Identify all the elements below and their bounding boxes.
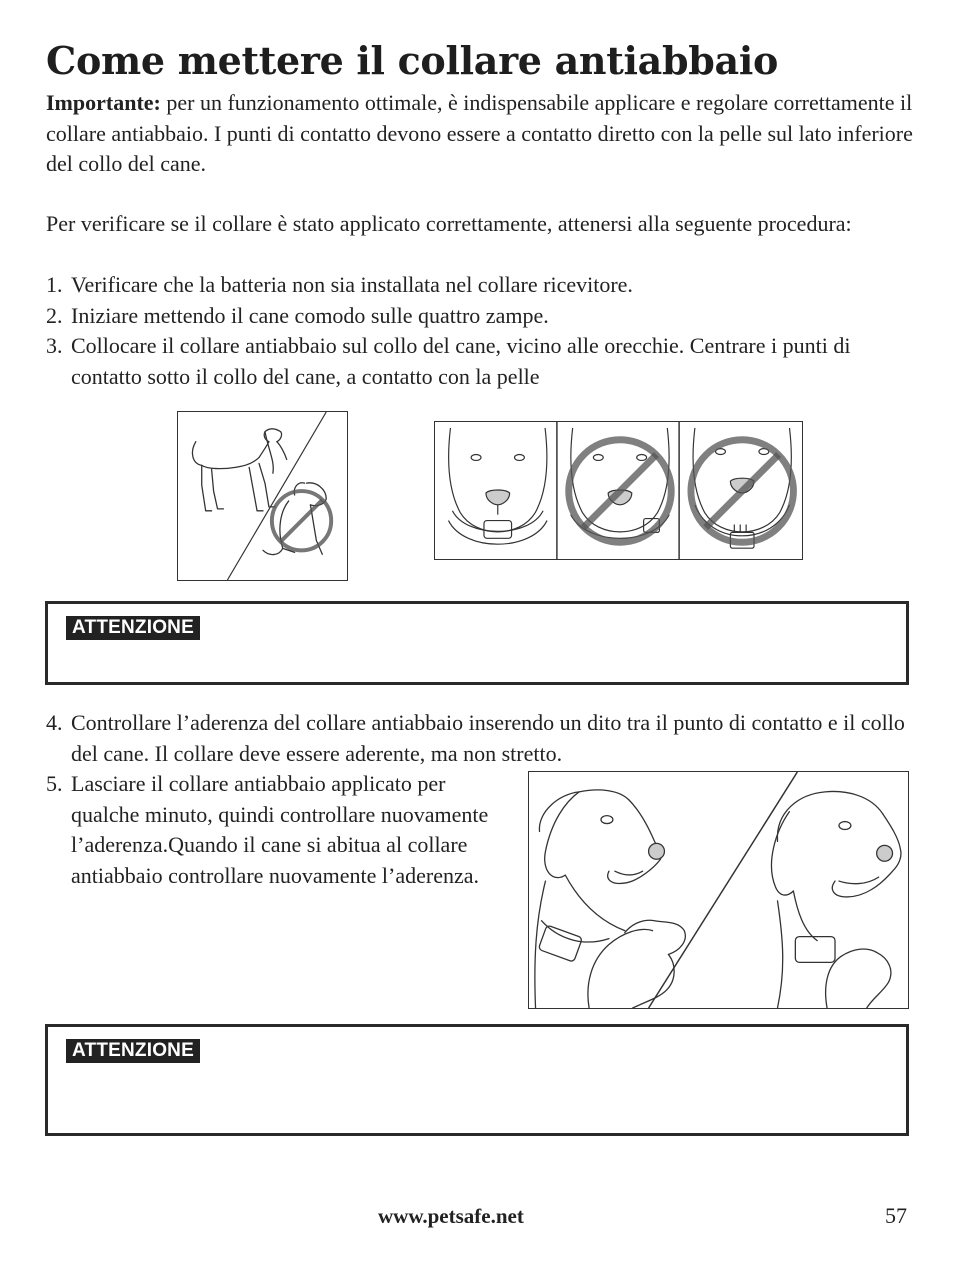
fit-check-illustration bbox=[528, 771, 909, 1009]
step-number: 3. bbox=[46, 333, 63, 358]
warning-box-2 bbox=[45, 1024, 909, 1136]
fit-check-drawing bbox=[529, 772, 908, 1008]
list-item bbox=[46, 708, 914, 769]
standing-dog-illustration bbox=[177, 411, 348, 581]
intro-paragraph bbox=[46, 88, 914, 180]
step-text: Verificare che la batteria non sia installata nel collare ricevitore. bbox=[71, 272, 633, 297]
list-item bbox=[46, 769, 501, 891]
step-number: 5. bbox=[46, 771, 63, 796]
warning-box-1 bbox=[45, 601, 909, 685]
procedure-intro: Per verificare se il collare è stato applicato correttamente, attenersi alla seguente procedura: bbox=[46, 211, 852, 236]
step-number: 2. bbox=[46, 302, 63, 328]
step-text: Collocare il collare antiabbaio sul collo del cane, vicino alle orecchie. Centrare i punti di contatto sotto il collo del cane, a contatto con la pelle bbox=[71, 333, 851, 389]
list-item bbox=[46, 301, 914, 332]
step-text: Controllare l’aderenza del collare antiabbaio inserendo un dito tra il punto di contatto e il collo del cane. Il collare deve essere aderente, ma non stretto. bbox=[71, 710, 905, 766]
collar-position-illustration bbox=[434, 421, 803, 560]
step-text: Iniziare mettendo il cane comodo sulle quattro zampe. bbox=[71, 302, 549, 328]
intro-label: Importante: bbox=[46, 90, 161, 115]
steps-list-a bbox=[46, 270, 914, 392]
footer-url: www.petsafe.net bbox=[378, 1204, 524, 1228]
page-number: 57 bbox=[885, 1203, 907, 1228]
intro-text: per un funzionamento ottimale, è indispensabile applicare e regolare correttamente il collare antiabbaio. I punti di contatto devono essere a contatto diretto con la pelle sul lato inferiore del collo del cane. bbox=[46, 90, 913, 176]
list-item bbox=[46, 270, 914, 301]
warning-label: ATTENZIONE bbox=[66, 616, 200, 640]
step-number: 1. bbox=[46, 272, 63, 297]
step-number: 4. bbox=[46, 710, 63, 735]
collar-position-drawing bbox=[435, 422, 802, 559]
page-title: Come mettere il collare antiabbaio bbox=[46, 38, 779, 83]
warning-label: ATTENZIONE bbox=[66, 1039, 200, 1063]
standing-dog-drawing bbox=[178, 412, 347, 580]
list-item bbox=[46, 331, 914, 392]
step-text: Lasciare il collare antiabbaio applicato per qualche minuto, quindi controllare nuovamente l’aderenza.Quando il cane si abitua al collare antiabbaio controllare nuovamente l’aderenza. bbox=[71, 771, 489, 888]
